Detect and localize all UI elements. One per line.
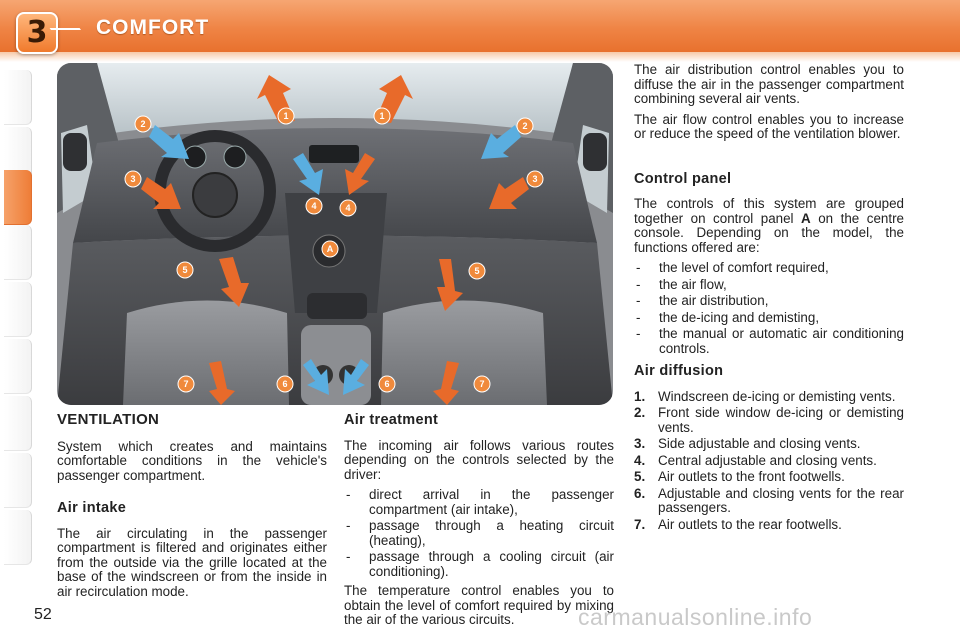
air-treatment-section — [344, 413, 614, 634]
air-treatment-outro: The temperature control enables you to obtain the level of comfort required by mixing the air of the various circuits. — [344, 583, 614, 627]
item-number: 5. — [634, 469, 646, 484]
control-panel-text-end: on the centre console. Depending on the model, the functions offered are: — [634, 210, 904, 255]
item-number: 1. — [634, 388, 646, 404]
page-title: COMFORT — [96, 16, 210, 39]
vent-label — [306, 198, 322, 214]
steering-hub — [193, 173, 237, 217]
list-item: - the air distribution, — [634, 294, 904, 309]
svg-text:1: 1 — [379, 111, 385, 121]
chapter-badge[interactable]: 3 — [16, 12, 58, 54]
svg-text:2: 2 — [140, 119, 146, 129]
control-panel-heading: Control panel — [634, 170, 732, 187]
item-text: Windscreen de-icing or demisting vents. — [658, 388, 896, 404]
svg-text:4: 4 — [311, 201, 317, 211]
list-item: - the air flow, — [634, 278, 904, 293]
svg-text:7: 7 — [479, 379, 485, 389]
chapter-tab-8[interactable] — [4, 453, 32, 508]
item-text: Side adjustable and closing vents. — [658, 436, 861, 451]
svg-text:1: 1 — [283, 111, 289, 121]
svg-text:2: 2 — [522, 121, 528, 131]
list-item — [634, 406, 904, 435]
cabin-illustration — [57, 63, 613, 405]
list-item — [634, 470, 904, 485]
watermark: carmanualsonline.info — [578, 604, 813, 630]
list-item: - direct arrival in the passenger compartment (air intake), — [344, 488, 614, 517]
vent-label — [469, 263, 485, 279]
gear-lever — [307, 293, 367, 319]
svg-text:5: 5 — [182, 265, 188, 275]
windscreen — [97, 63, 573, 133]
air-intake-heading: Air intake — [57, 500, 127, 516]
vent-label — [374, 108, 390, 124]
item-text: Central adjustable and closing vents. — [658, 452, 877, 468]
header-fade — [0, 52, 960, 62]
vent-label — [474, 376, 490, 392]
right-mirror — [583, 133, 607, 171]
list-item: - passage through a cooling circuit (air conditioning). — [344, 550, 614, 579]
air-treatment-heading: Air treatment — [344, 412, 439, 428]
chapter-tab-3[interactable] — [4, 170, 32, 225]
front-right-seat — [381, 301, 547, 406]
list-item — [634, 437, 904, 452]
ventilation-intro: System which creates and maintains comfortable conditions in the vehicle's passenger compartment. — [57, 438, 327, 483]
svg-text:6: 6 — [282, 379, 288, 389]
vent-label — [517, 118, 533, 134]
vents-list — [634, 390, 904, 533]
item-text: Air outlets to the rear footwells. — [658, 516, 842, 532]
left-mirror — [63, 133, 87, 171]
air-treatment-intro: The incoming air follows various routes depending on the controls selected by the driver: — [344, 437, 614, 482]
chapter-tab-9[interactable] — [4, 510, 32, 565]
list-item: - the manual or automatic air conditioning controls. — [634, 327, 904, 356]
item-number: 6. — [634, 485, 646, 501]
vent-label — [178, 376, 194, 392]
control-panel-text-start: The controls of this system are grouped together on control panel — [634, 196, 904, 226]
centre-display — [309, 145, 359, 163]
svg-text:6: 6 — [384, 379, 390, 389]
functions-list — [634, 261, 904, 356]
list-item — [634, 487, 904, 516]
front-left-seat — [123, 301, 289, 406]
right-column — [634, 63, 904, 534]
vent-label — [379, 376, 395, 392]
item-number: 4. — [634, 452, 646, 468]
svg-text:3: 3 — [130, 174, 136, 184]
svg-text:7: 7 — [183, 379, 189, 389]
rev-counter — [224, 146, 246, 168]
item-text: Front side window de-icing or demisting vents. — [658, 405, 904, 435]
air-flow-text: The air flow control enables you to increase or reduce the speed of the ventilation blower. — [634, 111, 904, 141]
list-item — [634, 518, 904, 533]
chapter-tabs — [0, 70, 34, 580]
vent-label — [125, 171, 141, 187]
chapter-tab-6[interactable] — [4, 339, 32, 394]
item-number: 2. — [634, 405, 646, 420]
air-diffusion-heading: Air diffusion — [634, 363, 724, 379]
item-text: Adjustable and closing vents for the rear passengers. — [658, 485, 904, 515]
control-panel-ref: A — [801, 210, 811, 226]
air-intake-text: The air circulating in the passenger compartment is filtered and originates either from the outside via the grille located at the base of the windscreen or from the inside in air recirculation mode. — [57, 525, 327, 599]
air-treatment-list — [344, 488, 614, 579]
ventilation-section — [57, 413, 327, 605]
svg-text:4: 4 — [345, 203, 351, 213]
item-text: Air outlets to the front footwells. — [658, 469, 845, 484]
list-item: - the level of comfort required, — [634, 261, 904, 276]
ventilation-heading: VENTILATION — [57, 411, 160, 428]
item-number: 7. — [634, 516, 646, 532]
vent-label — [340, 200, 356, 216]
list-item: - the de-icing and demisting, — [634, 311, 904, 326]
chapter-tab-5[interactable] — [4, 282, 32, 337]
list-item — [634, 454, 904, 469]
vent-label — [135, 116, 151, 132]
control-panel-text — [634, 197, 904, 255]
vent-label — [322, 241, 338, 257]
list-item — [634, 390, 904, 405]
svg-text:5: 5 — [474, 266, 480, 276]
chapter-tab-7[interactable] — [4, 396, 32, 451]
air-distribution-text: The air distribution control enables you to diffuse the air in the passenger compartment combining several air vents. — [634, 62, 904, 106]
chapter-tab-1[interactable] — [4, 70, 32, 125]
vent-label — [278, 108, 294, 124]
item-number: 3. — [634, 436, 646, 451]
chapter-tab-4[interactable] — [4, 225, 32, 280]
vent-label — [527, 171, 543, 187]
list-item: - passage through a heating circuit (heating), — [344, 519, 614, 548]
page-number: 52 — [34, 606, 52, 623]
vent-label — [277, 376, 293, 392]
svg-text:3: 3 — [532, 174, 538, 184]
vent-label — [177, 262, 193, 278]
svg-text:A: A — [326, 244, 334, 254]
ventilation-diagram — [57, 63, 613, 405]
